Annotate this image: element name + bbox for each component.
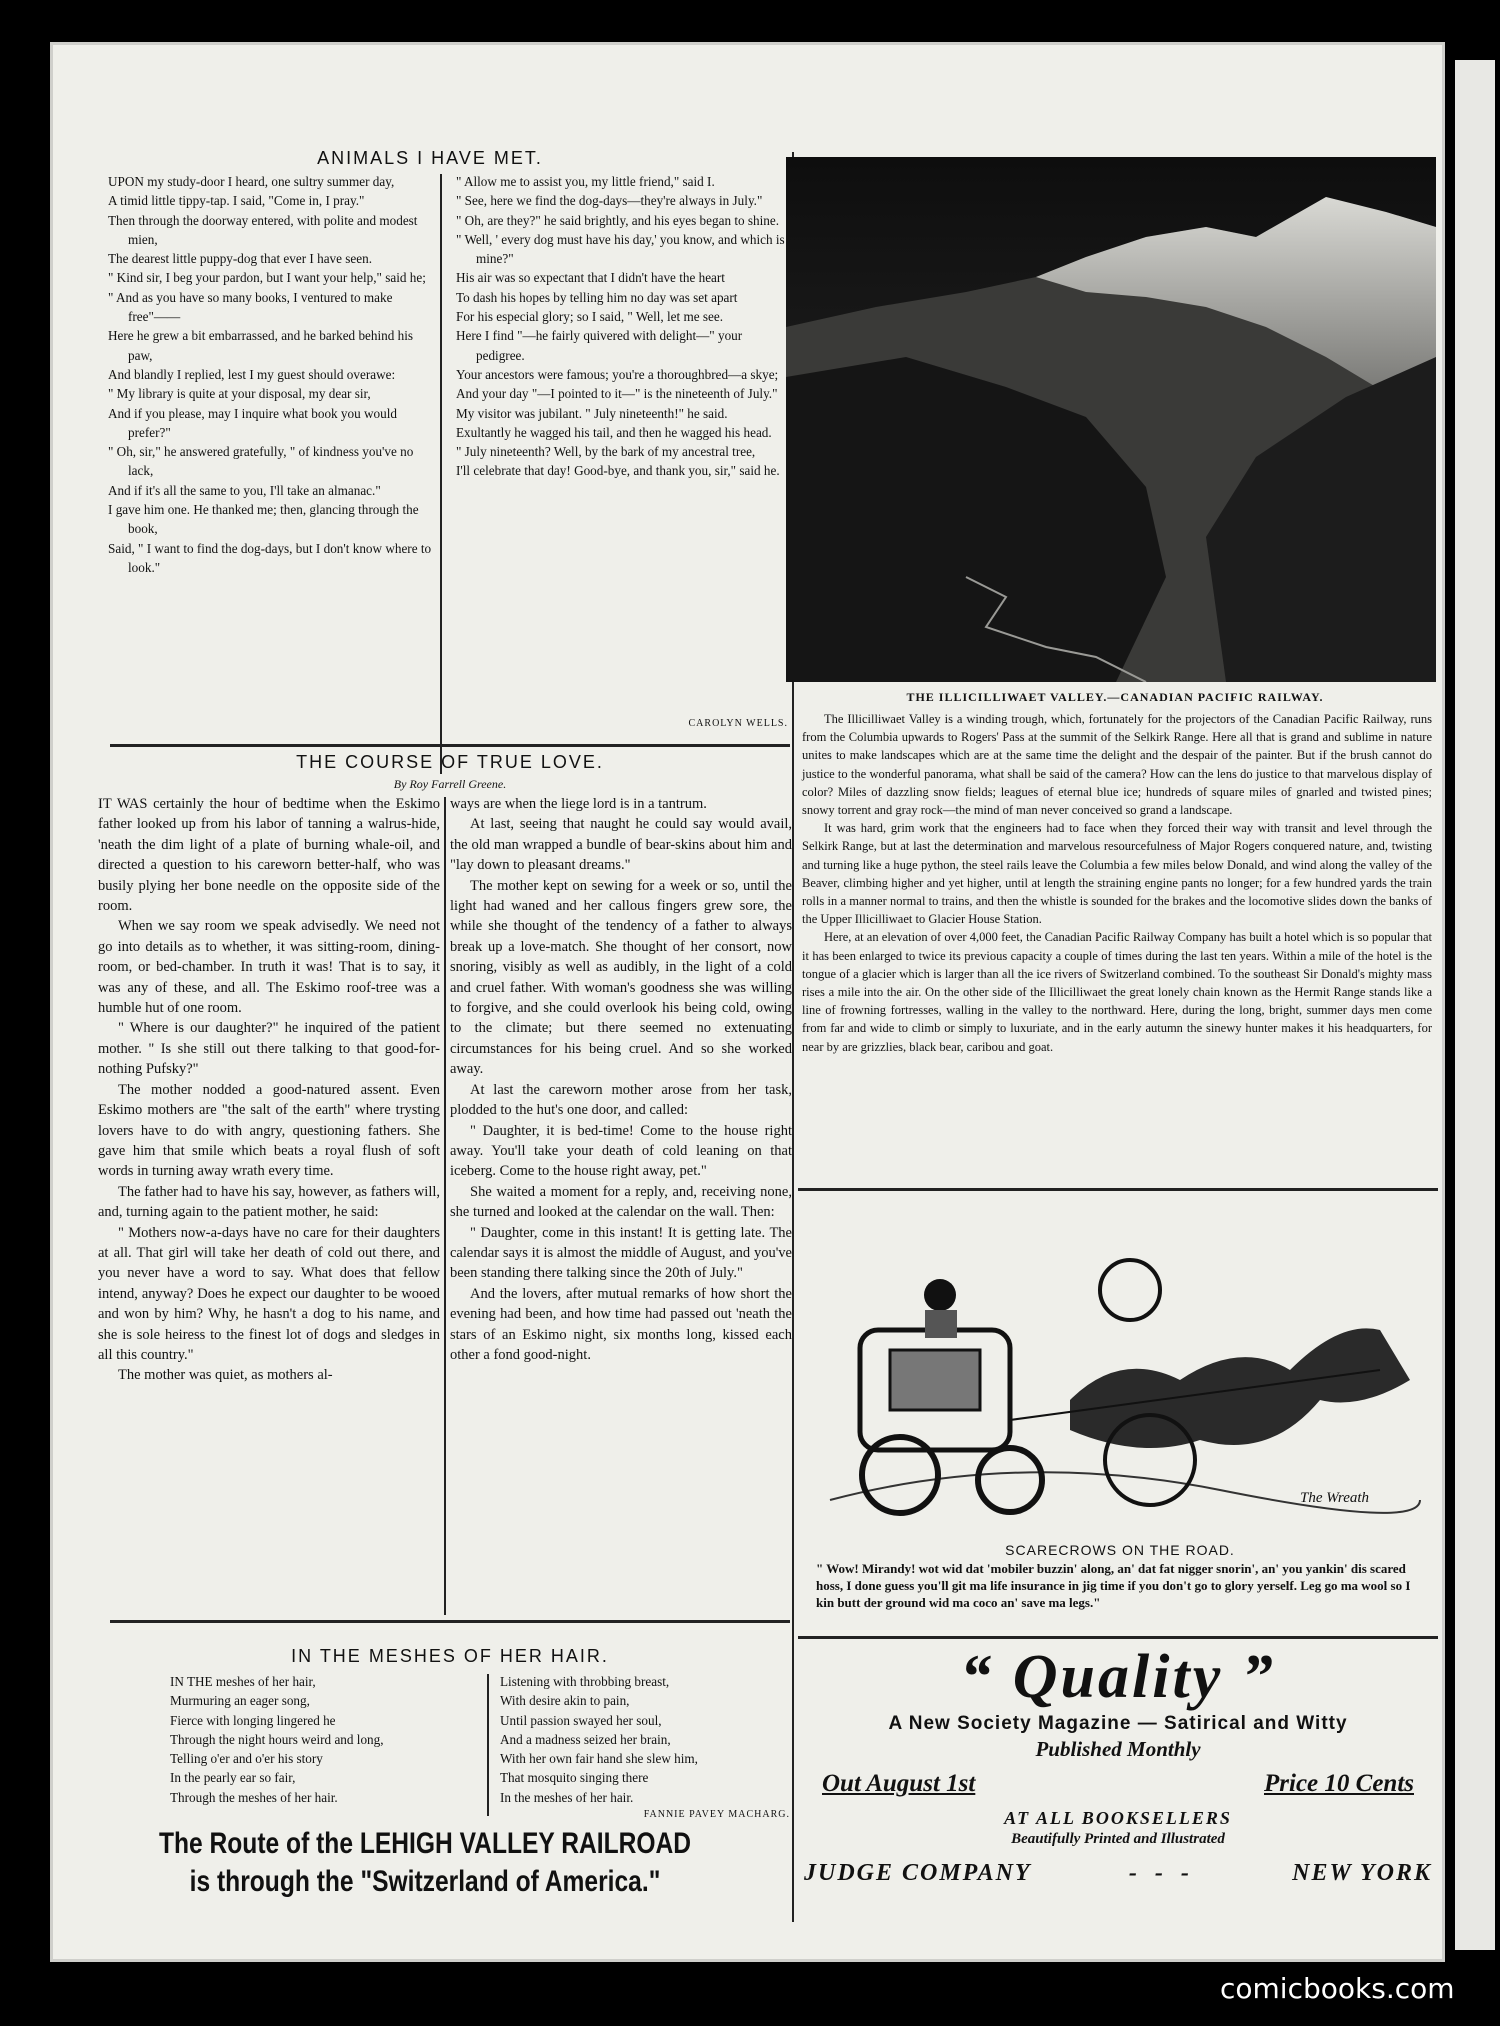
mountain-photo-image	[786, 157, 1436, 682]
quality-ad-title: “ Quality ”	[960, 1643, 1276, 1711]
cartoon-title: SCARECROWS ON THE ROAD.	[1005, 1542, 1235, 1558]
poem-line: " See, here we find the dog-days—they're always in July."	[456, 193, 763, 209]
poem-line: I'll celebrate that day! Good-bye, and thank you, sir," said he.	[456, 463, 780, 479]
mountain-photo	[786, 157, 1436, 682]
poem-line: For his especial glory; so I said, " Well, let me see.	[456, 309, 724, 325]
poem-line: Listening with throbbing breast,	[500, 1674, 670, 1689]
railroad-ad-line-2: is through the "Switzerland of America."	[189, 1865, 661, 1898]
story-paragraph: At last the careworn mother arose from her task, plodded to the hut's one door, and called:	[450, 1081, 792, 1119]
quality-ad-price: Price 10 Cents	[1264, 1770, 1414, 1797]
quality-ad-city: NEW YORK	[1292, 1860, 1432, 1886]
poem-line: With desire akin to pain,	[500, 1693, 630, 1709]
poem-line: Exultantly he wagged his tail, and then he wagged his head.	[456, 424, 772, 440]
poem-line: Telling o'er and o'er his story	[170, 1751, 323, 1767]
quality-ad-published: Published Monthly	[1035, 1737, 1201, 1761]
story-paragraph: The mother nodded a good-natured assent. Even Eskimo mothers are "the salt of the earth" where trysting lovers have to do with angry, questioning fathers. She gave him that smile which beats a royal flush of soft words in turning away wrath every time.	[98, 1081, 440, 1180]
poem-line: Murmuring an eager song,	[170, 1693, 310, 1709]
poem-line: " Kind sir, I beg your pardon, but I want your help," said he;	[108, 270, 426, 286]
valley-article	[802, 710, 1432, 1056]
cartoon-quote: " Wow! Mirandy! wot wid dat 'mobiler buzzin' along, an' dat fat nigger snorin', an' you yankin' dis scared hoss, I done guess you'll git ma life insurance in jig time if you don't go to glory yerself. Leg go ma wool so I kin butt der ground wid ma coco an' save ma legs."	[816, 1561, 1411, 1610]
quality-ad-company: JUDGE COMPANY	[804, 1860, 1032, 1886]
column-divider	[487, 1674, 489, 1816]
section-rule	[110, 1620, 790, 1623]
story-byline: By Roy Farrell Greene.	[393, 777, 507, 791]
poem-line: Then through the doorway entered, with polite and modest mien,	[108, 212, 418, 247]
poem-line: " Allow me to assist you, my little friend," said I.	[456, 174, 715, 189]
poem-title-meshes: IN THE MESHES OF HER HAIR.	[291, 1646, 609, 1666]
poem-line: A timid little tippy-tap. I said, "Come in, I pray."	[108, 193, 365, 209]
poem-line: " July nineteenth? Well, by the bark of my ancestral tree,	[456, 444, 756, 460]
poem-line: Here he grew a bit embarrassed, and he barked behind his paw,	[108, 328, 414, 363]
poem-line: And a madness seized her brain,	[500, 1731, 671, 1747]
quality-ad-dashes: - - -	[1128, 1860, 1195, 1886]
poem-line: I gave him one. He thanked me; then, glancing through the book,	[108, 502, 419, 537]
story-paragraph: " Daughter, come in this instant! It is getting late. The calendar says it is almost the middle of August, and you've been standing there talking since the 20th of July."	[450, 1224, 792, 1282]
story-paragraph: When we say room we speak advisedly. We need not go into details as to whether, it was sitting-room, dining-room, or bed-chamber. In truth it was! That is to say, it was any of these, and all. The Eskimo roof-tree was a humble hut of one room.	[98, 918, 440, 1017]
section-rule	[798, 1636, 1438, 1639]
poem-line: Your ancestors were famous; you're a thoroughbred—a skye;	[456, 366, 779, 382]
poem-meshes-author: FANNIE PAVEY MACHARG.	[643, 1809, 790, 1820]
poem-line: That mosquito singing there	[500, 1770, 649, 1786]
story-paragraph: The mother was quiet, as mothers al-	[118, 1367, 333, 1384]
poem-line: To dash his hopes by telling him no day was set apart	[456, 289, 738, 305]
poem-line: And if it's all the same to you, I'll take an almanac."	[108, 482, 381, 498]
quality-ad-tagline: A New Society Magazine — Satirical and Witty	[888, 1713, 1348, 1734]
quality-ad-out-date: Out August 1st	[822, 1770, 976, 1797]
magazine-page	[50, 42, 1445, 1962]
poem-line: UPON my study-door I heard, one sultry summer day,	[108, 174, 395, 189]
poem-line: IN THE meshes of her hair,	[170, 1674, 316, 1689]
poem-line: With her own fair hand she slew him,	[500, 1751, 698, 1767]
section-rule	[110, 744, 790, 747]
valley-paragraph: The Illicilliwaet Valley is a winding trough, which, fortunately for the projectors of the Canadian Pacific Railway, runs from the Columbia upwards to Rogers' Pass at the summit of the Selkirk Range. Here all that is grand and sublime in nature unites to make landscapes which are at the same time the delight and the despair of the painter. But if the brush cannot do justice to the wonderful panorama, what shall be said of the camera? How can the lens do justice to that marvelous display of color? Miles of dazzling snow fields; leagues of eternal blue ice; hundreds of square miles of gnarled and twisted pines; snowy torrent and gray rock—the mind of man never conceived so grand a landscape.	[802, 712, 1432, 818]
poem-line: Until passion swayed her soul,	[500, 1712, 662, 1728]
poem-line: " Well, ' every dog must have his day,' you know, and which is mine?"	[456, 231, 785, 267]
poem-line: " And as you have so many books, I ventured to make free"——	[108, 289, 393, 325]
poem-line: The dearest little puppy-dog that ever I have seen.	[108, 251, 373, 267]
story-column-2	[450, 794, 792, 1365]
story-title: THE COURSE OF TRUE LOVE.	[296, 752, 604, 772]
watermark: comicbooks.com	[1220, 1972, 1455, 2005]
poem-line: And if you please, may I inquire what book you would prefer?"	[108, 405, 397, 440]
quality-ad-booksellers: AT ALL BOOKSELLERS	[1004, 1808, 1232, 1828]
story-paragraph: And the lovers, after mutual remarks of how short the evening had been, and how time had passed out 'neath the stars of an Eskimo night, six months long, kissed each other a fond good-night.	[450, 1285, 792, 1363]
quality-ad-printed: Beautifully Printed and Illustrated	[1011, 1831, 1225, 1847]
railroad-ad-line-1: The Route of the LEHIGH VALLEY RAILROAD	[158, 1827, 692, 1860]
photo-caption: THE ILLICILLIWAET VALLEY.—CANADIAN PACIFIC RAILWAY.	[906, 690, 1324, 704]
valley-paragraph: Here, at an elevation of over 4,000 feet, the Canadian Pacific Railway Company has built a hotel which is so popular that it has been enlarged to twice its previous capacity a couple of times during the last ten years. Within a mile of the hotel is the tongue of a glacier which is larger than all the ice rivers of Switzerland combined. To the southeast Sir Donald's mighty mass rises a mile into the air. On the other side of the Illicilliwaet the great lonely chain known as the Hermit Range stands like a line of frowning fortresses, walling in the valley to the northward. Here, during the long, bright, summer days men come from far and wide to climb or simply to luxuriate, and in the early autumn the sinewy hunter makes it his headquarters, for near by are grizzlies, black bear, caribou and goat.	[802, 930, 1432, 1054]
quality-magazine-ad	[798, 1642, 1438, 1912]
poem-line: And your day "—I pointed to it—" is the nineteenth of July."	[456, 386, 778, 402]
story-column-1	[98, 794, 440, 1386]
story-paragraph: " Mothers now-a-days have no care for their daughters at all. That girl will take her death of cold out there, and you never have a word to say. What does that fellow intend, anyway? Does he expect our daughter to be wooed and won by him? Why, he hasn't a dog to his name, and she is sole heiress to the finest lot of dogs and sledges in all this country."	[98, 1224, 440, 1363]
poem-animals-column-2	[446, 172, 786, 481]
poem-animals-author: CAROLYN WELLS.	[688, 718, 788, 729]
story-paragraph: The mother kept on sewing for a week or so, until the light had waned and her callous fingers grew sore, the while she thought of the tendency of a father to always break up a love-match. She thought of her consort, now snoring, visibly as well as audibly, in the light of a cold and cruel father. With woman's goodness she was willing to forgive, and she could overlook his being cold, owing to the climate; but there seemed no extenuating circumstances for his being cruel. And so she worked away.	[450, 877, 792, 1078]
story-paragraph: " Where is our daughter?" he inquired of the patient mother. " Is she still out there talking to that good-for-nothing Pufsky?"	[98, 1020, 440, 1078]
poem-line: " Oh, sir," he answered gratefully, " of kindness you've no lack,	[108, 444, 414, 479]
section-rule	[798, 1188, 1438, 1191]
poem-meshes-column-1	[160, 1672, 490, 1807]
poem-line: Through the night hours weird and long,	[170, 1731, 384, 1747]
story-paragraph: She waited a moment for a reply, and, receiving none, she turned and looked at the calendar on the wall. Then:	[450, 1183, 792, 1221]
cartoon-illustration	[820, 1200, 1430, 1535]
valley-paragraph: It was hard, grim work that the engineers had to face when they forced their way with transit and level through the Selkirk Range, but at last the determination and marvelous resourcefulness of Major Rogers conquered nature, and, twisting and turning like a huge python, the steel rails leave the Columbia a few miles below Donald, and wind along the valley of the Beaver, climbing higher and yet higher, until at length the straining engine pants no longer; for a few hundred yards the train rolls in a manner normal to trains, and then the whistle is sounded for the brakes and the locomotive slides down the banks of the Upper Illicilliwaet to Glacier House Station.	[802, 821, 1432, 927]
poem-line: " Oh, are they?" he said brightly, and his eyes began to shine.	[456, 212, 780, 228]
story-paragraph: " Daughter, it is bed-time! Come to the house right away. You'll take your death of cold leaning on that iceberg. Come to the house right away, pet."	[450, 1122, 792, 1180]
cartoon-artist-signature: The Wreath	[1300, 1490, 1370, 1506]
poem-line: In the meshes of her hair.	[500, 1789, 634, 1805]
poem-title-animals: ANIMALS I HAVE MET.	[317, 148, 543, 168]
poem-line: Here I find "—he fairly quivered with delight—" your pedigree.	[456, 328, 743, 363]
poem-line: My visitor was jubilant. " July nineteenth!" he said.	[456, 405, 728, 421]
column-divider	[440, 174, 442, 774]
poem-line: His air was so expectant that I didn't have the heart	[456, 270, 725, 286]
story-paragraph: The father had to have his say, however, as fathers will, and, turning again to the patient mother, he said:	[98, 1183, 440, 1221]
poem-animals-column-1	[98, 172, 438, 577]
railroad-ad	[101, 1825, 749, 1901]
column-divider	[444, 797, 446, 1615]
story-paragraph: At last, seeing that naught he could say would avail, the old man wrapped a bundle of bear-skins about him and "lay down to pleasant dreams."	[450, 816, 792, 874]
poem-line: In the pearly ear so fair,	[170, 1770, 296, 1786]
poem-line: Through the meshes of her hair.	[170, 1789, 338, 1805]
poem-line: " My library is quite at your disposal, my dear sir,	[108, 386, 371, 402]
poem-line: Fierce with longing lingered he	[170, 1712, 336, 1728]
poem-meshes-column-2	[490, 1672, 790, 1807]
facing-page-edge	[1455, 60, 1495, 1950]
cartoon-drawing	[820, 1200, 1430, 1535]
poem-line: And blandly I replied, lest I my guest should overawe:	[108, 366, 396, 382]
story-paragraph: ways are when the liege lord is in a tantrum.	[450, 796, 707, 812]
story-paragraph: IT WAS certainly the hour of bedtime when the Eskimo father looked up from his labor of tanning a walrus-hide, 'neath the dim light of a plate of burning whale-oil, and directed a question to his careworn better-half, who was busily plying her bone needle on the opposite side of the room.	[98, 796, 440, 915]
poem-line: Said, " I want to find the dog-days, but I don't know where to look."	[108, 540, 432, 575]
